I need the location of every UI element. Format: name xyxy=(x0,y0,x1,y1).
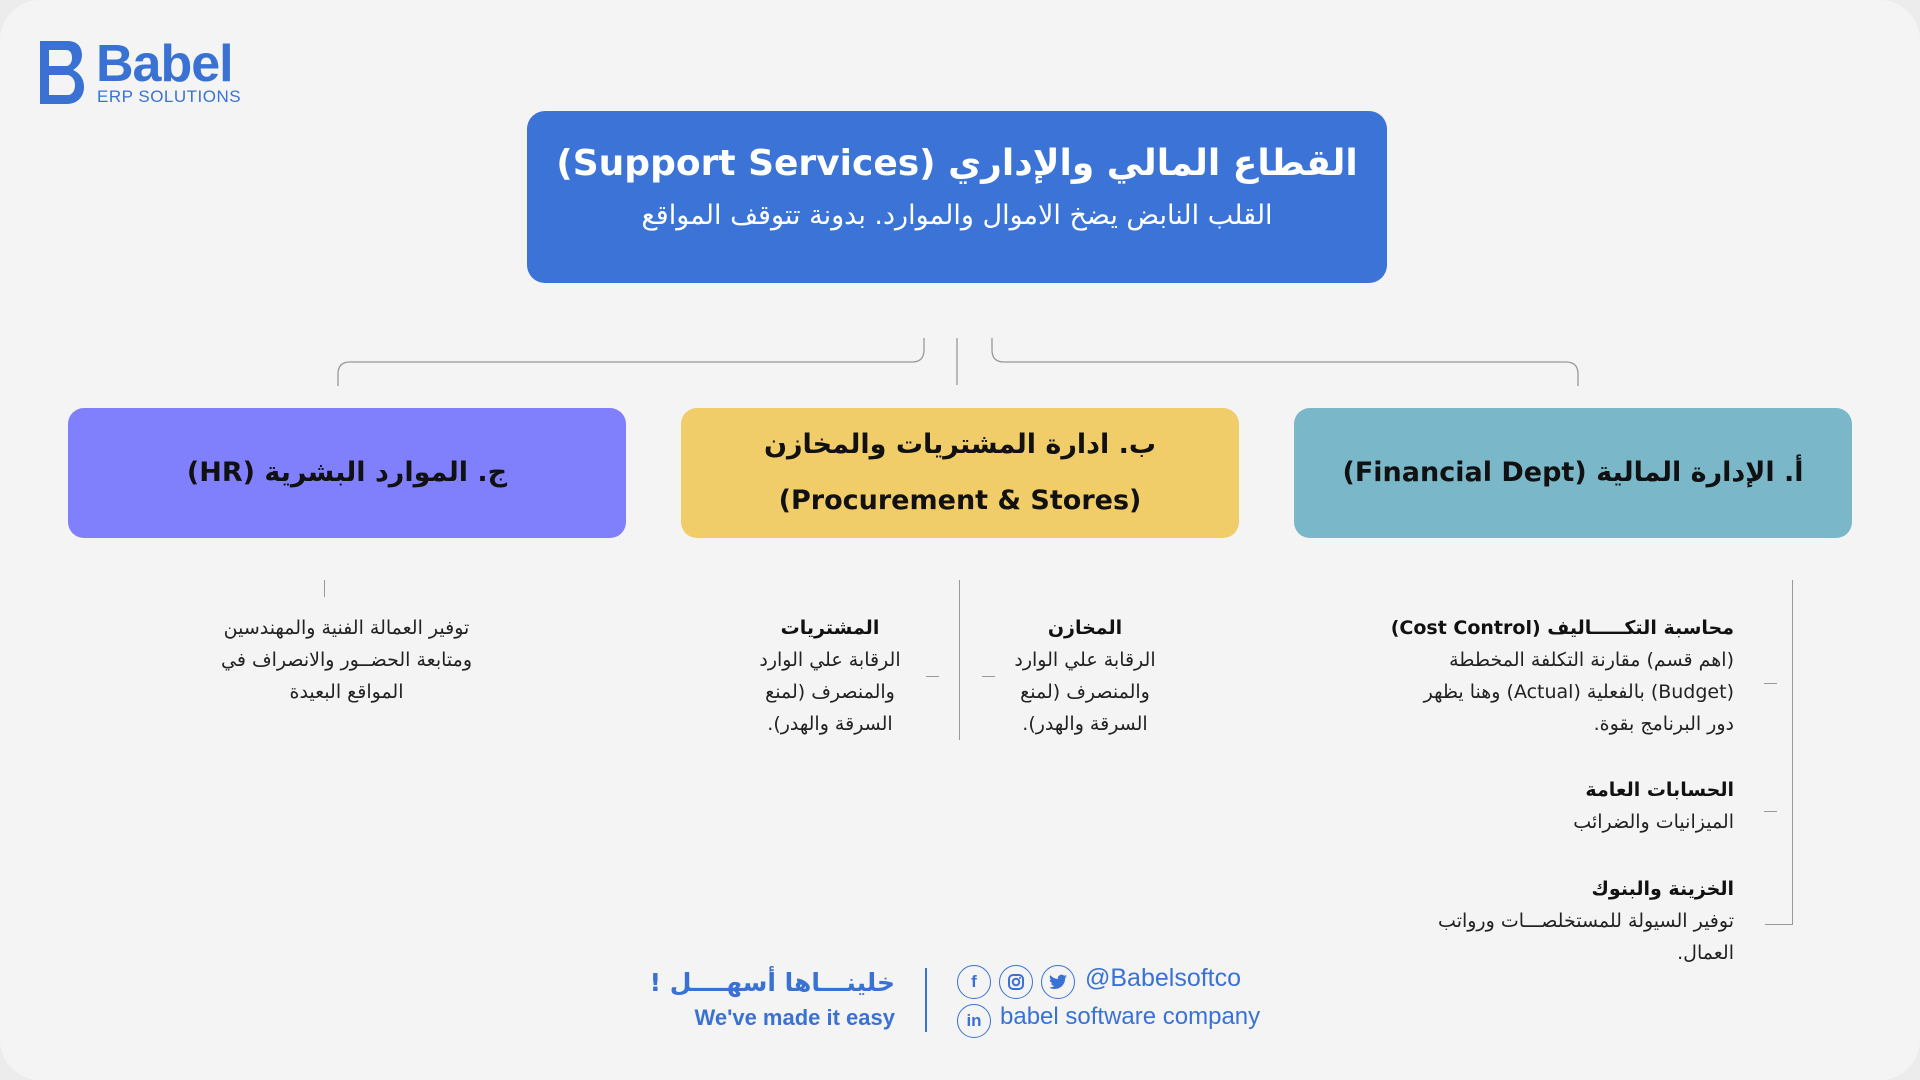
social-handle[interactable]: @Babelsoftco xyxy=(1085,964,1242,992)
financial-item-treasury xyxy=(1314,873,1734,969)
bracket-foot xyxy=(1765,924,1793,925)
financial-dept-title: أ. الإدارة المالية (Financial Dept) xyxy=(1342,457,1804,488)
item-line: دور البرنامج بقوة. xyxy=(1593,713,1734,735)
root-node xyxy=(527,111,1387,283)
company-link[interactable]: babel software company xyxy=(1000,1003,1261,1030)
hr-item xyxy=(180,612,513,708)
procurement-node xyxy=(681,408,1239,538)
item-line: ومتابعة الحضــور والانصراف في xyxy=(221,649,472,671)
logo-subtitle: ERP SOLUTIONS xyxy=(97,87,242,106)
financial-dept-node xyxy=(1294,408,1852,538)
item-tick xyxy=(1764,683,1777,684)
procurement-title: ب. ادارة المشتريات والمخازن xyxy=(763,429,1157,460)
connector-lines xyxy=(0,330,1920,400)
footer-divider xyxy=(925,968,927,1032)
hr-connector xyxy=(324,580,325,597)
item-line: السرقة والهدر). xyxy=(1022,713,1148,735)
root-subtitle: القلب النابض يضخ الاموال والموارد. بدونة تتوقف المواقع xyxy=(641,200,1273,231)
hr-title: ج. الموارد البشرية (HR) xyxy=(186,457,508,488)
item-line: (اهم قسم) مقارنة التكلفة المخططة xyxy=(1449,649,1734,671)
item-heading: المخازن xyxy=(1047,617,1123,639)
item-heading: الحسابات العامة xyxy=(1585,779,1734,801)
logo-name: Babel xyxy=(96,35,233,93)
hr-node xyxy=(68,408,626,538)
twitter-icon[interactable] xyxy=(1041,965,1075,999)
item-line: المواقع البعيدة xyxy=(289,681,404,703)
item-line: توفير السيولة للمستخلصـــات ورواتب xyxy=(1438,910,1734,932)
linkedin-icon[interactable]: in xyxy=(957,1004,991,1038)
item-line: العمال. xyxy=(1677,942,1734,964)
item-line: الرقابة علي الوارد xyxy=(1014,649,1156,671)
facebook-icon[interactable]: f xyxy=(957,965,991,999)
slogan-english: We've made it easy xyxy=(694,1005,895,1030)
financial-item-cost-control xyxy=(1314,612,1734,740)
item-heading: محاسبة التكـــــاليف (Cost Control) xyxy=(1390,617,1734,639)
item-tick xyxy=(926,676,939,677)
item-heading: المشتريات xyxy=(780,617,880,639)
item-line: والمنصرف (لمنع xyxy=(765,681,895,703)
babel-logo-icon xyxy=(40,41,84,104)
item-line: (Budget) بالفعلية (Actual) وهنا يظهر xyxy=(1423,681,1734,703)
procurement-item-purchasing xyxy=(745,612,915,740)
item-line: والمنصرف (لمنع xyxy=(1020,681,1150,703)
root-title: القطاع المالي والإداري (Support Services) xyxy=(556,143,1358,184)
financial-item-general-accounts xyxy=(1314,774,1734,838)
instagram-icon[interactable] xyxy=(999,965,1033,999)
item-heading: الخزينة والبنوك xyxy=(1591,878,1734,900)
procurement-item-stores xyxy=(1000,612,1170,740)
item-line: توفير العمالة الفنية والمهندسين xyxy=(223,617,470,639)
slogan-arabic: خلينـــاها أسهــــل ! xyxy=(649,968,895,997)
item-tick xyxy=(982,676,995,677)
item-line: الميزانيات والضرائب xyxy=(1573,811,1734,833)
item-tick xyxy=(1764,811,1777,812)
procurement-divider xyxy=(959,580,960,740)
financial-bracket xyxy=(1792,580,1793,925)
item-line: السرقة والهدر). xyxy=(767,713,893,735)
item-line: الرقابة علي الوارد xyxy=(759,649,901,671)
procurement-title-en: (Procurement & Stores) xyxy=(778,485,1142,516)
